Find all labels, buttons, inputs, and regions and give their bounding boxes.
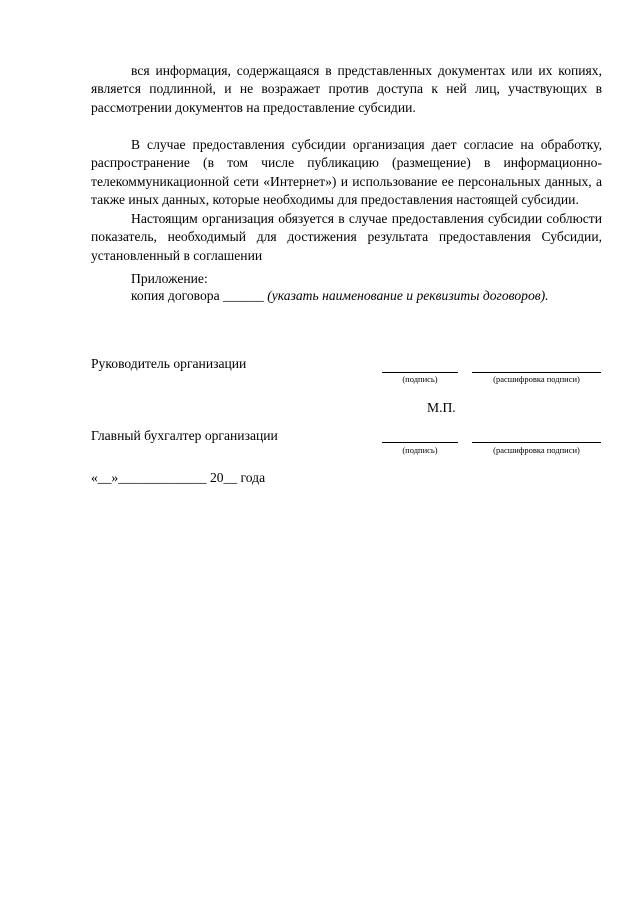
head-signature-caption: (подпись) bbox=[402, 374, 438, 384]
attachment-title: Приложение: bbox=[131, 271, 208, 286]
paragraph-information-authenticity: вся информация, содержащаяся в представленных документах или их копиях, является подлинной, и не возражает против доступа к ней лиц, участвующих в рассмотрении документов на предоставление субсидии. bbox=[91, 63, 602, 115]
paragraph-data-consent: В случае предоставления субсидии организация дает согласие на обработку, распространение (в том числе публикацию (размещение) в информационно-телекоммуникационной сети «Интернет») и использование ее персональных данных, а также иных данных, которые необходимы для предоставления настоящей субсидии. bbox=[91, 137, 602, 208]
head-decoding-line bbox=[472, 372, 601, 373]
paragraph-obligation: Настоящим организация обязуется в случае предоставления субсидии соблюсти показатель, необходимый для достижения результата предоставления Субсидии, установленный в соглашении bbox=[91, 211, 602, 263]
attachment-line-prefix: копия договора ______ bbox=[131, 288, 268, 303]
accountant-signature-line bbox=[382, 442, 458, 443]
attachment-line-hint: (указать наименование и реквизиты договоров). bbox=[267, 288, 549, 303]
head-signature-line bbox=[382, 372, 458, 373]
seal-label: М.П. bbox=[427, 400, 456, 415]
accountant-signature-caption: (подпись) bbox=[402, 445, 438, 455]
attachment-line bbox=[131, 287, 549, 305]
chief-accountant-label: Главный бухгалтер организации bbox=[91, 428, 278, 443]
head-of-organization-label: Руководитель организации bbox=[91, 356, 247, 371]
accountant-decoding-caption: (расшифровка подписи) bbox=[493, 445, 580, 455]
date-line: «__»_____________ 20__ года bbox=[91, 470, 266, 485]
accountant-decoding-line bbox=[472, 442, 601, 443]
head-decoding-caption: (расшифровка подписи) bbox=[493, 374, 580, 384]
